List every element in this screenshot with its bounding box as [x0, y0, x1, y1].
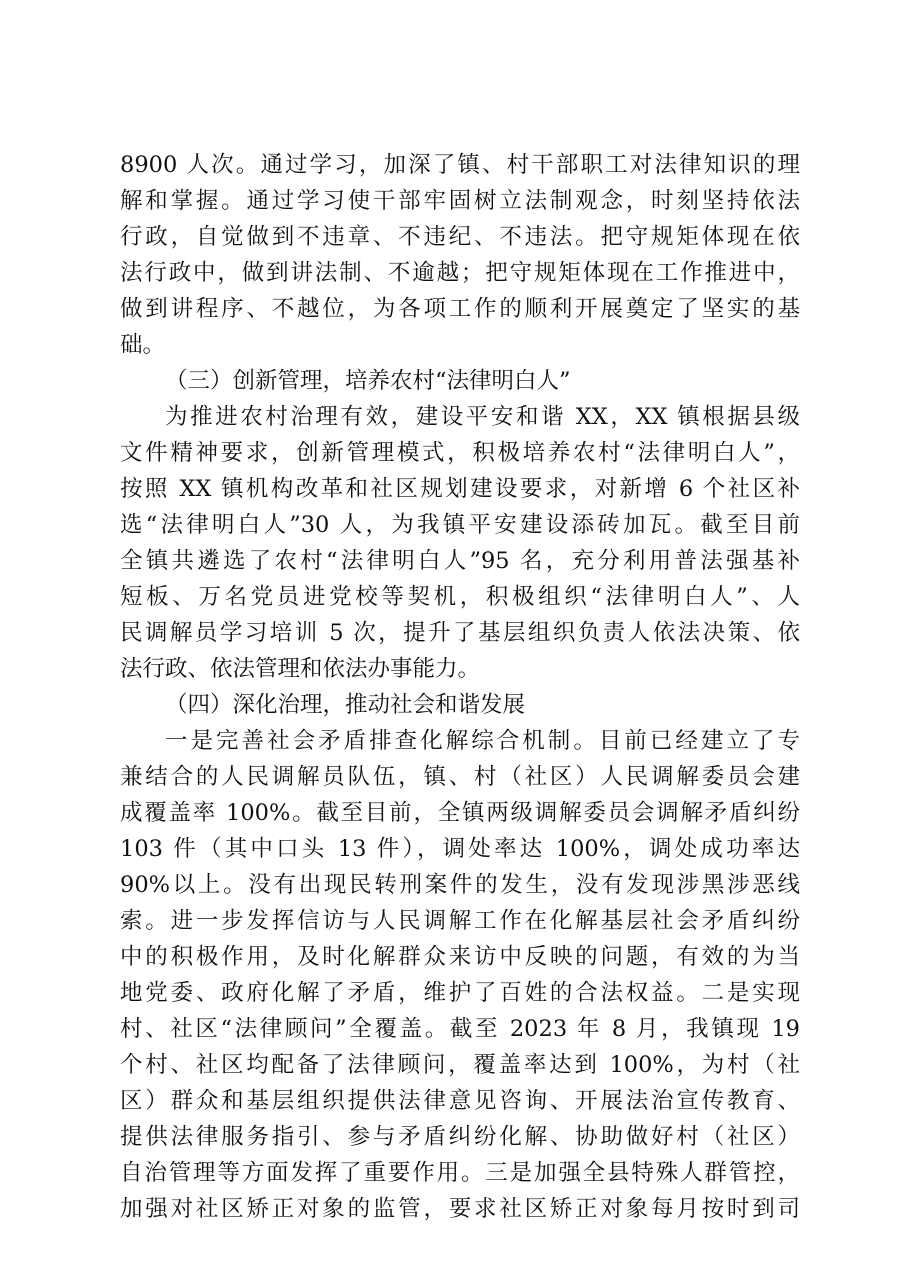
paragraph-line: 加强对社区矫正对象的监管，要求社区矫正对象每月按时到司: [120, 1196, 800, 1222]
paragraph-line: 础。: [120, 332, 166, 358]
paragraph-line: 村、社区“法律顾问”全覆盖。截至 2023 年 8 月，我镇现 19: [120, 1016, 800, 1042]
paragraph-line: 民调解员学习培训 5 次，提升了基层组织负责人依法决策、依: [120, 620, 800, 646]
paragraph-line: 文件精神要求，创新管理模式，积极培养农村“法律明白人”，: [120, 440, 800, 466]
paragraph-line: 行政，自觉做到不违章、不违纪、不违法。把守规矩体现在依: [120, 224, 800, 250]
paragraph-line: 法行政中，做到讲法制、不逾越；把守规矩体现在工作推进中，: [120, 260, 800, 286]
paragraph-line: 区）群众和基层组织提供法律意见咨询、开展法治宣传教育、: [120, 1088, 800, 1114]
paragraph-line: 短板、万名党员进党校等契机，积极组织“法律明白人”、人: [120, 584, 800, 610]
paragraph-line: 索。进一步发挥信访与人民调解工作在化解基层社会矛盾纠纷: [120, 908, 800, 934]
paragraph-line: 成覆盖率 100%。截至目前，全镇两级调解委员会调解矛盾纠纷: [120, 800, 800, 826]
paragraph-line: 按照 XX 镇机构改革和社区规划建设要求，对新增 6 个社区补: [120, 476, 800, 502]
paragraph-line: 自治管理等方面发挥了重要作用。三是加强全县特殊人群管控，: [120, 1160, 800, 1186]
paragraph-line: 做到讲程序、不越位，为各项工作的顺利开展奠定了坚实的基: [120, 296, 800, 322]
paragraph-line: 全镇共遴选了农村“法律明白人”95 名，充分利用普法强基补: [120, 548, 800, 574]
paragraph-line: 一是完善社会矛盾排查化解综合机制。目前已经建立了专: [165, 728, 800, 754]
paragraph-line: 为推进农村治理有效，建设平安和谐 XX，XX 镇根据县级: [165, 404, 800, 430]
paragraph-line: 兼结合的人民调解员队伍，镇、村（社区）人民调解委员会建: [120, 764, 800, 790]
paragraph-line: 90%以上。没有出现民转刑案件的发生，没有发现涉黑涉恶线: [120, 872, 800, 898]
paragraph-line: 103 件（其中口头 13 件），调处率达 100%，调处成功率达: [120, 836, 800, 862]
paragraph-line: 个村、社区均配备了法律顾问，覆盖率达到 100%，为村（社: [120, 1052, 800, 1078]
section-heading-4: （四）深化治理，推动社会和谐发展: [165, 692, 526, 718]
paragraph-line: 8900 人次。通过学习，加深了镇、村干部职工对法律知识的理: [120, 152, 800, 178]
paragraph-line: 中的积极作用，及时化解群众来访中反映的问题，有效的为当: [120, 944, 800, 970]
paragraph-line: 法行政、依法管理和依法办事能力。: [120, 656, 481, 682]
paragraph-line: 提供法律服务指引、参与矛盾纠纷化解、协助做好村（社区）: [120, 1124, 800, 1150]
paragraph-line: 地党委、政府化解了矛盾，维护了百姓的合法权益。二是实现: [120, 980, 800, 1006]
section-heading-3: （三）创新管理，培养农村“法律明白人”: [165, 368, 571, 394]
paragraph-line: 选“法律明白人”30 人，为我镇平安建设添砖加瓦。截至目前: [120, 512, 800, 538]
paragraph-line: 解和掌握。通过学习使干部牢固树立法制观念，时刻坚持依法: [120, 188, 800, 214]
